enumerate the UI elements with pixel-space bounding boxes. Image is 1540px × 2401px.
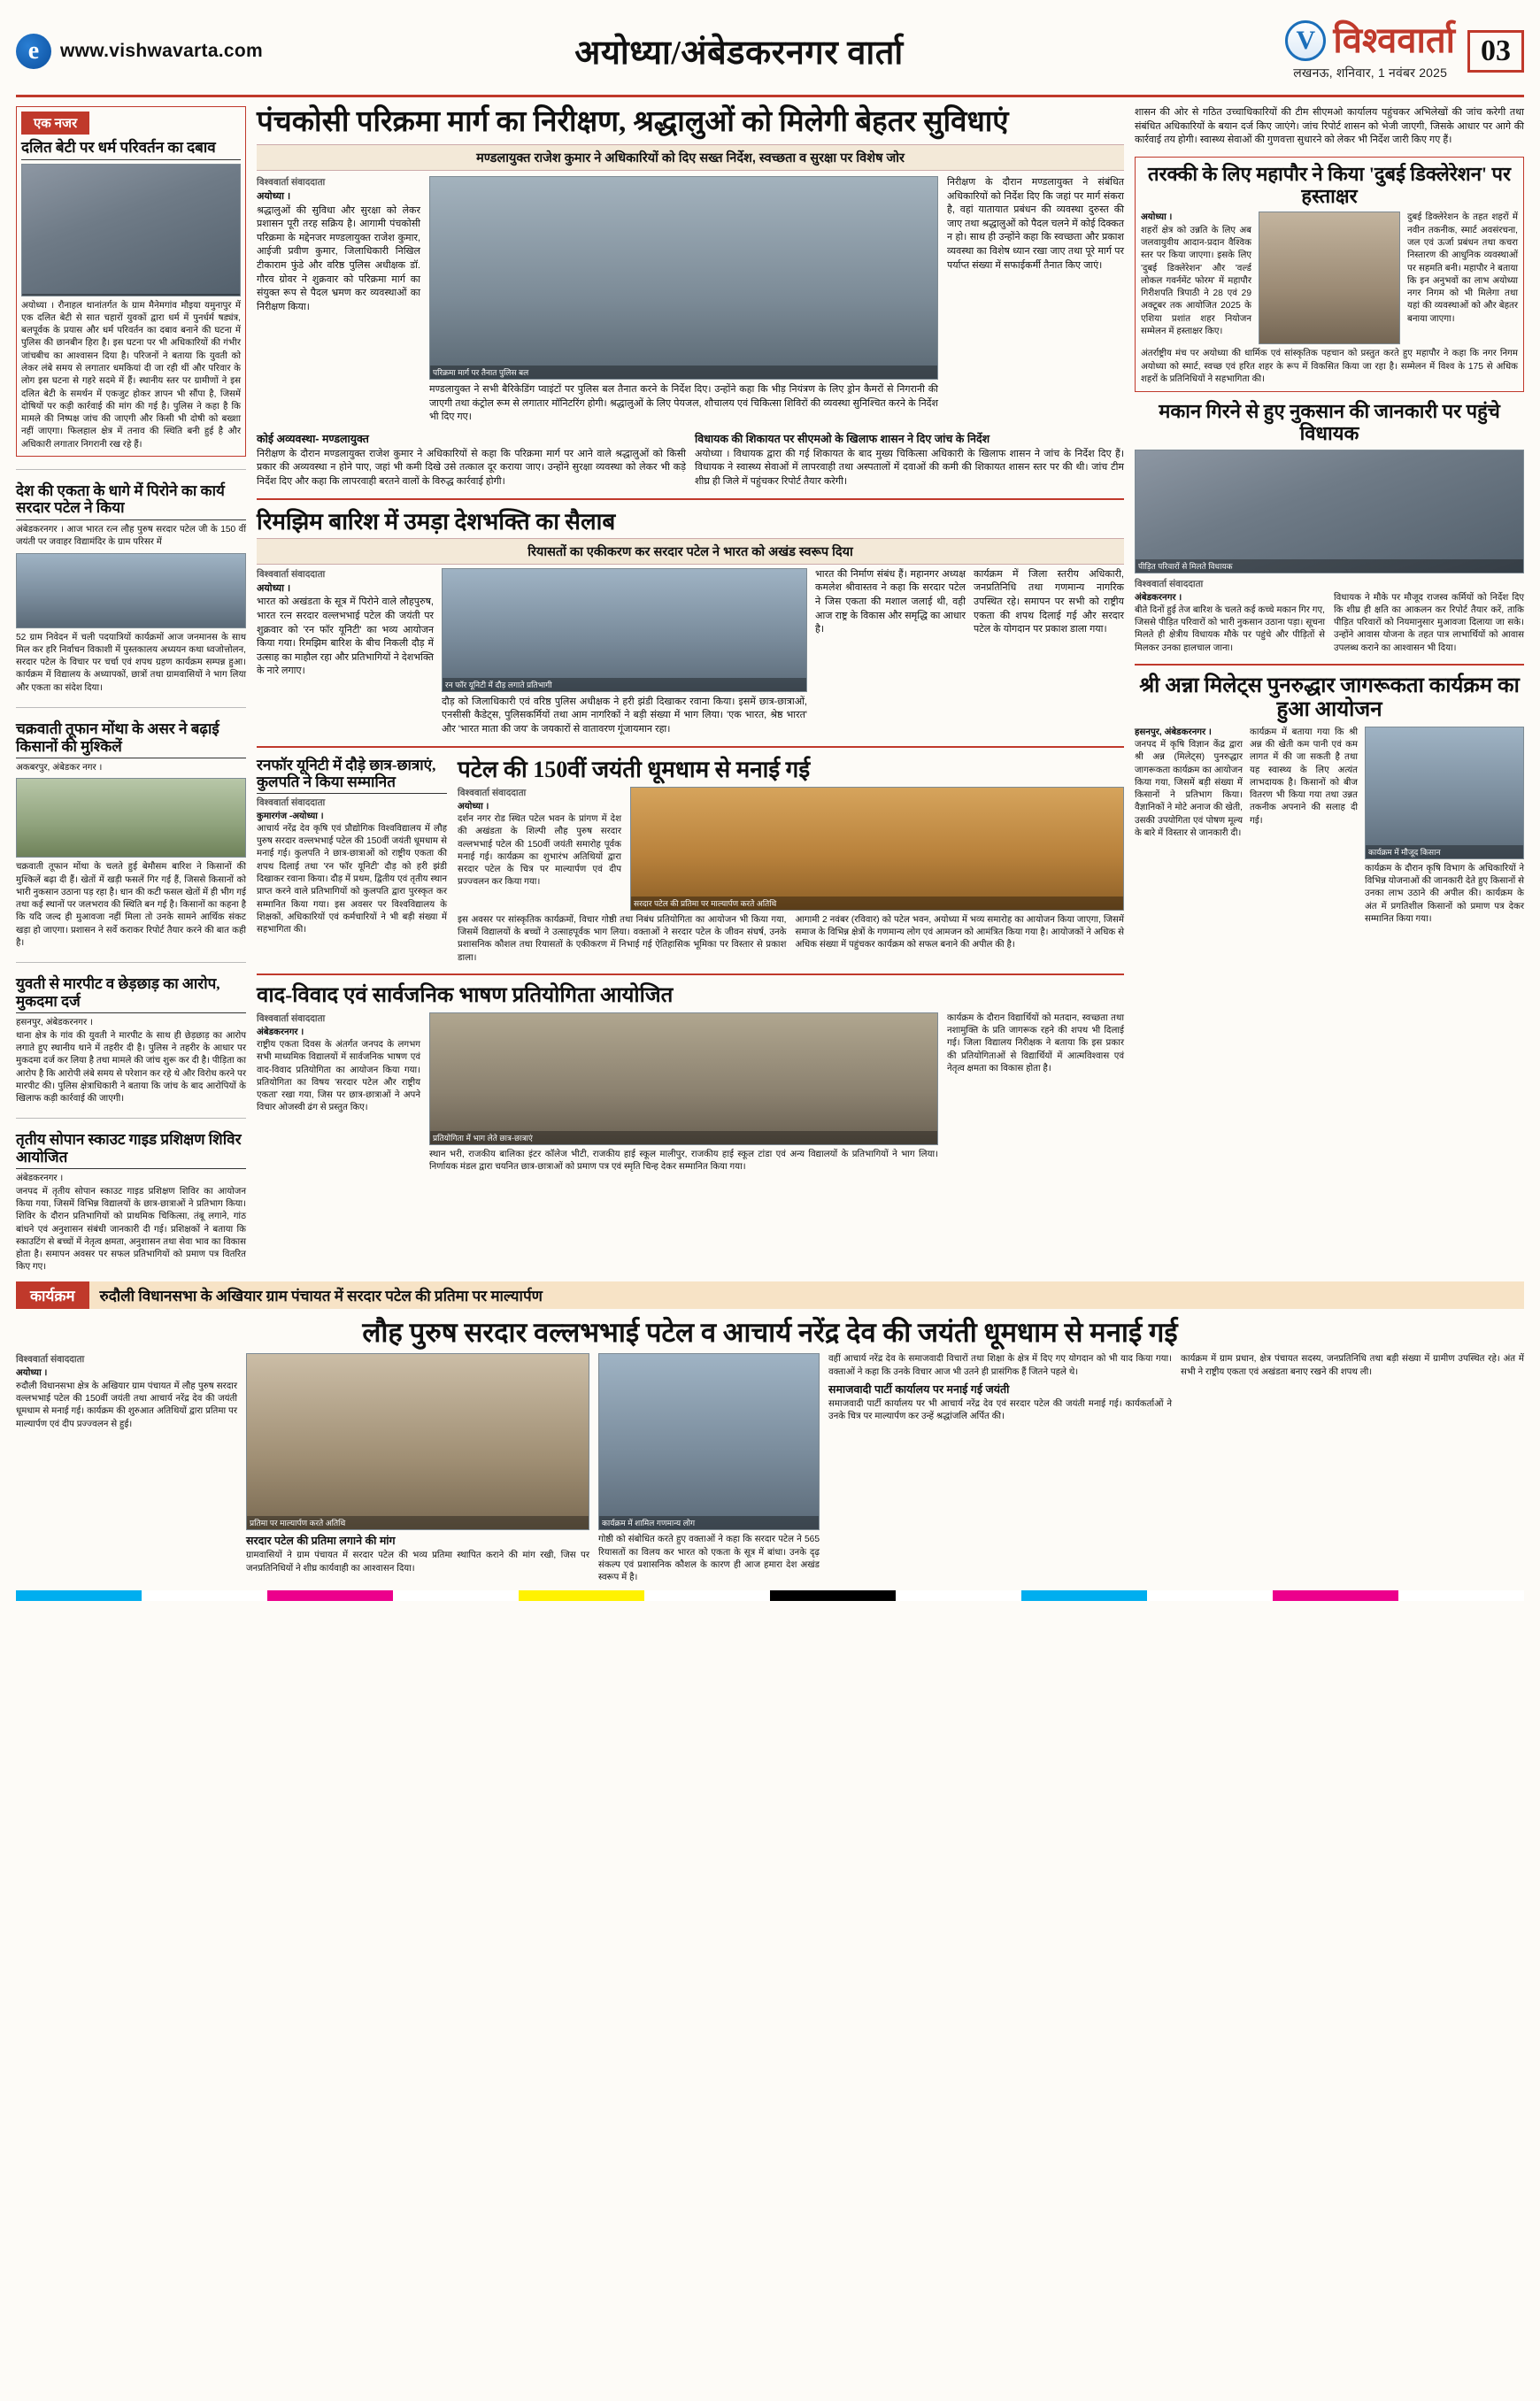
footer-headline: लौह पुरुष सरदार वल्लभभाई पटेल व आचार्य नरेंद्र देव की जयंती धूमधाम से मनाई गई <box>362 1316 1178 1348</box>
footer-photo2-caption: कार्यक्रम में शामिल गणमान्य लोग <box>599 1516 819 1529</box>
right-column <box>1135 106 1524 1274</box>
brand-logo-icon: V <box>1285 20 1326 61</box>
debate-col3-body: कार्यक्रम के दौरान विद्यार्थियों को मतदान, स्वच्छता तथा नशामुक्ति के प्रति जागरूक रहने की शपथ भी दिलाई गई। जिला विद्यालय निरीक्षक ने बताया कि इस प्रकार की प्रतियोगिताओं से विद्यार्थियों में आत्मविश्वास एवं नेतृत्व क्षमता का विकास होता है। <box>947 1012 1124 1074</box>
unity-dateline: कुमारगंज -अयोध्या । <box>257 811 324 821</box>
section-title: अयोध्या/अंबेडकरनगर वार्ता <box>574 34 904 72</box>
unity-headline: रनफॉर यूनिटी में दौड़े छात्र-छात्राएं, कुलपति ने किया सम्मानित <box>257 757 447 794</box>
house-col1-body: बीते दिनों हुई तेज बारिश के चलते कई कच्चे मकान गिर गए, जिससे पीड़ित परिवारों को भारी नुकसान उठाना पड़ा। सूचना मिलते ही क्षेत्रीय विधायक मौके पर पहुंचे और पीड़ितों से मिलकर उनका हालचाल जाना। <box>1135 604 1325 653</box>
patel-headline: पटेल की 150वीं जयंती धूमधाम से मनाई गई <box>458 756 811 782</box>
footer-box1-title: सरदार पटेल की प्रतिमा लगाने की मांग <box>246 1535 396 1548</box>
center-column <box>257 106 1124 1274</box>
footer-col3 <box>828 1353 1172 1584</box>
footer-box1-body: ग्रामवासियों ने ग्राम पंचायत में सरदार पटेल की भव्य प्रतिमा स्थापित कराने की मांग रखी, जिस पर जनप्रतिनिधियों ने शीघ्र कार्यवाही का आश्वासन दिया। <box>246 1551 589 1574</box>
footer-photo1-caption: प्रतिमा पर माल्यार्पण करते अतिथि <box>247 1516 589 1529</box>
lead-photo <box>429 176 938 380</box>
dubai-col2-body: अंतर्राष्ट्रीय मंच पर अयोध्या की धार्मिक एवं सांस्कृतिक पहचान को प्रस्तुत करते हुए महापौर ने कहा कि नगर निगम अयोध्या को स्मार्ट, स्वच्छ एवं हरित शहर के रूप में विकसित किया जा रहा है। सम्मेलन में विश्व के 175 से अधिक शहरों के प्रतिनिधियों ने सहभागिता की। <box>1141 349 1518 384</box>
left-story4-dateline: हसनपुर, अंबेडकरनगर । <box>16 1018 93 1028</box>
dubai-headline: तरक्की के लिए महापौर ने किया 'दुबई डिक्लेरेशन' पर हस्ताक्षर <box>1147 162 1512 208</box>
footer-photo1-wrap <box>246 1353 589 1584</box>
left-story2-body: 52 ग्राम निवेदन में चली पदयात्रियों कार्यक्रमों आज जनमानस के साथ मिल कर हरि निर्वाचन विकाशी में पुस्तकालय अध्ययन कथा ध्वजोत्तोलन, सरदार पटेल के विचार पर चर्चा एवं शपथ ग्रहण कार्यक्रम सम्पन्न हुआ। कार्यक्रम में विद्यालय के अध्यापकों, छात्रों तथा ग्रामवासियों ने भाग लिया और एकता का संदेश दिया। <box>16 632 246 693</box>
rain-story <box>257 509 1124 737</box>
left-story2-photo <box>16 553 246 628</box>
debate-dateline: अंबेडकरनगर । <box>257 1027 304 1037</box>
left-story2 <box>16 482 246 695</box>
lead-box1 <box>257 428 686 489</box>
lead-box2-title: विधायक की शिकायत पर सीएमओ के खिलाफ शासन ने दिए जांच के निर्देश <box>695 432 990 445</box>
left-story4 <box>16 975 246 1105</box>
karyakram-bar <box>16 1281 1524 1309</box>
millets-col3-body: कार्यक्रम के दौरान कृषि विभाग के अधिकारियों ने विभिन्न योजनाओं की जानकारी देते हुए किसानों से उनका लाभ उठाने की अपील की। कार्यक्रम के अंत में प्रगतिशील किसानों को प्रमाण पत्र देकर सम्मानित किया गया। <box>1365 863 1524 924</box>
lead-photo-caption: परिक्रमा मार्ग पर तैनात पुलिस बल <box>430 366 937 379</box>
rain-col1-body: भारत को अखंडता के सूत्र में पिरोने वाले लौहपुरुष, भारत रत्न सरदार वल्लभभाई पटेल की जयंती पर शुक्रवार को 'रन फॉर यूनिटी' का भव्य आयोजन किया गया। रिमझिम बारिश के बीच निकली दौड़ में उत्साह का माहौल रहा और प्रतिभागियों ने देशभक्ति के नारे लगाए। <box>257 596 434 677</box>
left-story5-dateline: अंबेडकरनगर । <box>16 1174 64 1184</box>
brand-top <box>1285 20 1455 61</box>
left-story4-headline: युवती से मारपीट व छेड़छाड़ का आरोप, मुकदमा दर्ज <box>16 975 246 1013</box>
brand-name: विश्ववार्ता <box>1333 20 1455 60</box>
lead-headline: पंचकोसी परिक्रमा मार्ग का निरीक्षण, श्रद्धालुओं को मिलेगी बेहतर सुविधाएं <box>257 106 1009 138</box>
debate-headline: वाद-विवाद एवं सार्वजनिक भाषण प्रतियोगिता आयोजित <box>257 983 674 1007</box>
footer-col2-body: गोष्ठी को संबोधित करते हुए वक्ताओं ने कहा कि सरदार पटेल ने 565 रियासतों का विलय कर भारत को एकता के सूत्र में बांधा। उनके दृढ़ संकल्प एवं प्रशासनिक कौशल के कारण ही आज हमारा देश अखंड स्वरूप में है। <box>598 1535 820 1583</box>
millets-col1 <box>1135 727 1243 926</box>
footer-photo2 <box>598 1353 820 1530</box>
lead-story <box>257 106 1124 489</box>
masthead <box>16 12 1524 97</box>
rain-byline: विश्ववार्ता संवाददाता <box>257 568 326 580</box>
lead-box1-title: कोई अव्यवस्था- मण्डलायुक्त <box>257 432 369 445</box>
footer-photo2-wrap <box>598 1353 820 1584</box>
patel-col1 <box>458 787 621 911</box>
cmyk-registration-bar <box>16 1590 1524 1601</box>
photo-caption <box>22 294 240 296</box>
unity-byline: विश्ववार्ता संवाददाता <box>257 796 326 808</box>
lead-col3-body: मण्डलायुक्त ने सभी बैरिकेडिंग प्वाइंटों पर पुलिस बल तैनात करने के निर्देश दिए। उन्होंने कहा कि भीड़ नियंत्रण के लिए ड्रोन कैमरों से निगरानी की जाएगी तथा कंट्रोल रूम से लगातार मॉनिटरिंग होगी। श्रद्धालुओं के लिए पेयजल, शौचालय एवं चिकित्सा शिविरों की व्यवस्था सुनिश्चित करने के निर्देश भी दिए गए। <box>429 383 938 423</box>
patel-col1-body: दर्शन नगर रोड स्थित पटेल भवन के प्रांगण में देश की अखंडता के शिल्पी लौह पुरुष सरदार वल्लभभाई पटेल की 150वीं जयंती समारोह पूर्वक मनाई गई। कार्यक्रम का शुभारंभ अतिथियों द्वारा सरदार पटेल के चित्र पर माल्यार्पण एवं दीप प्रज्ज्वलन कर किया गया। <box>458 813 621 888</box>
left-story3-dateline: अकबरपुर, अंबेडकर नगर । <box>16 763 103 773</box>
eknazar-block <box>16 106 246 457</box>
house-story <box>1135 401 1524 655</box>
lead-photo-wrap <box>429 176 938 425</box>
debate-story <box>257 984 1124 1174</box>
rain-headline: रिमझिम बारिश में उमड़ा देशभक्ति का सैलाब <box>257 508 616 535</box>
lead-box2 <box>695 428 1124 489</box>
rain-photo-caption: रन फॉर यूनिटी में दौड़ लगाते प्रतिभागी <box>443 678 806 691</box>
house-photo <box>1135 450 1524 573</box>
footer-photo1 <box>246 1353 589 1530</box>
lead-col2-body: निरीक्षण के दौरान मण्डलायुक्त ने संबंधित अधिकारियों को निर्देश दिए कि जहां पर मार्ग संकरा है, वहां यातायात प्रबंधन की व्यवस्था दुरुस्त की जाए तथा श्रद्धालुओं को पैदल चलने में कोई दिक्कत न हो। साथ ही उन्होंने कहा कि स्वच्छता और प्रकाश व्यवस्था का विशेष ध्यान रखा जाए तथा पूरे मार्ग पर पर्याप्त संख्या में सफाईकर्मी तैनात किए जाएं। <box>947 176 1124 271</box>
millets-story <box>1135 674 1524 926</box>
footer-col1-body: रुदौली विधानसभा क्षेत्र के अखियार ग्राम पंचायत में लौह पुरुष सरदार वल्लभभाई पटेल की 150वीं जयंती तथा आचार्य नरेंद्र देव की जयंती धूमधाम से मनाई गई। कार्यक्रम की शुरुआत अतिथियों द्वारा प्रतिमा पर माल्यार्पण एवं दीप प्रज्ज्वलन से हुई। <box>16 1381 237 1429</box>
rain-col3-body: भारत की निर्माण संबंध हैं। महानगर अध्यक्ष कमलेश श्रीवास्तव ने कहा कि सरदार पटेल ने जिस एकता की मशाल जलाई थी, वही आज राष्ट्र के विकास और समृद्धि का आधार है। <box>815 568 966 635</box>
footer-col1 <box>16 1353 237 1584</box>
lead-col1-body: श्रद्धालुओं की सुविधा और सुरक्षा को लेकर प्रशासन पूरी तरह सक्रिय है। आगामी पंचकोसी परिक्रमा के मद्देनजर मण्डलायुक्त राजेश कुमार, आईजी प्रवीण कुमार, जिलाधिकारी निखिल टीकाराम फुंडे और वरिष्ठ पुलिस अधीक्षक डॉ. गौरव ग्रोवर ने शुक्रवार को परिक्रमा मार्ग का संयुक्त रूप से पैदल भ्रमण कर व्यवस्थाओं का निरीक्षण किया। <box>257 204 420 312</box>
millets-photo-wrap <box>1365 727 1524 926</box>
lead-box1-body: निरीक्षण के दौरान मण्डलायुक्त राजेश कुमार ने अधिकारियों से कहा कि परिक्रमा मार्ग पर आने वाले श्रद्धालुओं को किसी प्रकार की अव्यवस्था न होने पाए, जहां भी कमी दिखे उसे तत्काल दूर कराया जाए। उन्होंने सुरक्षा व्यवस्था को लेकर भी कड़े निर्देश दिए और कहा कि लापरवाही बरतने वालों के विरुद्ध कार्रवाई होगी। <box>257 448 686 487</box>
lead-dateline: अयोध्या । <box>257 190 291 202</box>
left-story4-body: थाना क्षेत्र के गांव की युवती ने मारपीट के साथ ही छेड़छाड़ का आरोप लगाते हुए स्थानीय थाने में तहरीर दी है। पुलिस ने तहरीर के आधार पर मुकदमा दर्ज कर लिया है तथा मामले की जांच शुरू कर दी है। पीड़िता का आरोप है कि आरोपी लंबे समय से परेशान कर रहे थे और विरोध करने पर मारपीट की। पुलिस क्षेत्राधिकारी ने बताया कि जांच के बाद आरोपियों के खिलाफ कड़ी कार्रवाई की जाएगी। <box>16 1030 246 1104</box>
patel-col3-body: आगामी 2 नवंबर (रविवार) को पटेल भवन, अयोध्या में भव्य समारोह का आयोजन किया जाएगा, जिसमें समाज के विभिन्न क्षेत्रों के गणमान्य लोग एवं आमजन को आमंत्रित किया गया है। आयोजकों ने अधिक से अधिक संख्या में पहुंचकर कार्यक्रम को सफल बनाने की अपील की है। <box>795 914 1124 950</box>
left-story2-headline: देश की एकता के धागे में पिरोने का कार्य सरदार पटेल ने किया <box>16 482 246 520</box>
patel-byline: विश्ववार्ता संवाददाता <box>458 787 527 798</box>
karyakram-label: कार्यक्रम <box>16 1281 89 1309</box>
rain-col4-body: कार्यक्रम में जिला स्तरीय अधिकारी, जनप्रतिनिधि तथा गणमान्य नागरिक उपस्थित रहे। समापन पर सभी को राष्ट्रीय एकता की शपथ दिलाई गई और सरदार पटेल के योगदान पर प्रकाश डाला गया। <box>974 568 1124 635</box>
debate-photo <box>429 1012 938 1145</box>
debate-photo-caption: प्रतियोगिता में भाग लेते छात्र-छात्राएं <box>430 1131 937 1144</box>
edition-line: लखनऊ, शनिवार, 1 नवंबर 2025 <box>1293 65 1448 80</box>
millets-photo-caption: कार्यक्रम में मौजूद किसान <box>1366 845 1523 858</box>
lead-col1 <box>257 176 420 425</box>
dubai-story <box>1135 157 1524 392</box>
rain-col1 <box>257 568 434 737</box>
patel-photo-wrap <box>630 787 1124 911</box>
rain-photo <box>442 568 807 692</box>
website-url[interactable]: www.vishwavarta.com <box>60 40 264 61</box>
left-story1-body: अयोध्या । रौनाहल थानांतर्गत के ग्राम मैनेमगांव मौइया यमुनापुर में एक दलित बेटी से सात चहारों युवकों द्वारा धर्म में पुनर्धर्म षड्यंत्र, बलपूर्वक के प्रयास और धर्म परिवर्तन का दबाव बनाने की घटना में पुलिस की छानबीन हिरा है। इस घटना पर भी अधिकारियों की गंभीर जांचबीच का आश्वासन दिया है। परिजनों ने बताया कि युवती को लेकर लंबे समय से लगातार धमकियां दी जा रही थीं और परिवार के लोग इस घटना से गहरे सदमे में हैं। स्थानीय स्तर पर ग्रामीणों ने इस दलित बेटी के समर्थन में एकजुट होकर ज्ञापन भी सौंपा है, जिसमें दोषियों पर कड़ी कार्रवाई की मांग की गई है। पुलिस ने कहा है कि मामले की निष्पक्ष जांच की जाएगी और किसी भी दोषी को बख्शा नहीं जाएगा। फिलहाल क्षेत्र में तनाव की स्थिति बनी हुई है और अधिकारी लगातार निगरानी रख रहे हैं। <box>21 300 241 450</box>
house-byline: विश्ववार्ता संवाददाता <box>1135 578 1204 589</box>
rain-dateline: अयोध्या । <box>257 582 291 594</box>
lead-box2-body: अयोध्या । विधायक द्वारा की गई शिकायत के बाद मुख्य चिकित्सा अधिकारी के खिलाफ शासन ने जांच के निर्देश दिए हैं। विधायक ने स्वास्थ्य सेवाओं में लापरवाही तथा अस्पतालों में दवाओं की कमी की शिकायत शासन स्तर पर की थी। जांच टीम शीघ्र ही जिले में पहुंचकर रिपोर्ट तैयार करेगी। <box>695 448 1124 487</box>
debate-col2-body: स्थान भरी, राजकीय बालिका इंटर कॉलेज भीटी, राजकीय हाई स्कूल मालीपुर, राजकीय हाई स्कूल टांडा एवं अन्य विद्यालयों के प्रतिभागियों ने भाग लिया। निर्णायक मंडल द्वारा चयनित छात्र-छात्राओं को प्रमाण पत्र एवं स्मृति चिन्ह देकर सम्मानित किया गया। <box>429 1149 938 1172</box>
footer-col4 <box>1181 1353 1524 1584</box>
left-story3 <box>16 720 246 950</box>
masthead-left <box>16 34 397 69</box>
millets-col2-body: कार्यक्रम में बताया गया कि श्री अन्न की खेती कम पानी एवं कम लागत में की जा सकती है तथा यह स्वास्थ्य के लिए अत्यंत लाभदायक है। किसानों को बीज वितरण भी किया गया तथा उन्नत तकनीक अपनाने की सलाह दी गई। <box>1250 727 1358 826</box>
right-top-text: शासन की ओर से गठित उच्चाधिकारियों की टीम सीएमओ कार्यालय पहुंचकर अभिलेखों की जांच करेगी तथा संबंधित अधिकारियों के बयान दर्ज किए जाएंगे। जांच रिपोर्ट शासन को भेजी जाएगी, जिसके आधार पर आगे की कार्रवाई तय होगी। स्वास्थ्य सेवाओं की गुणवत्ता सुधारने को लेकर भी निर्देश जारी किए गए हैं। <box>1135 107 1524 146</box>
footer-col3-body: वहीं आचार्य नरेंद्र देव के समाजवादी विचारों तथा शिक्षा के क्षेत्र में दिए गए योगदान को भी याद किया गया। वक्ताओं ने कहा कि उनके विचार आज भी उतने ही प्रासंगिक हैं जितने पहले थे। <box>828 1354 1172 1377</box>
house-dateline: अंबेडकरनगर । <box>1135 592 1182 603</box>
footer-col4-body: कार्यक्रम में ग्राम प्रधान, क्षेत्र पंचायत सदस्य, जनप्रतिनिधि तथा बड़ी संख्या में ग्रामीण उपस्थित रहे। अंत में सभी ने राष्ट्रीय एकता एवं अखंडता बनाए रखने की शपथ ली। <box>1181 1354 1524 1377</box>
millets-photo <box>1365 727 1524 859</box>
karyakram-text: रुदौली विधानसभा के अखियार ग्राम पंचायत में सरदार पटेल की प्रतिमा पर माल्यार्पण <box>89 1281 1524 1309</box>
masthead-right <box>1082 20 1524 81</box>
lead-byline: विश्ववार्ता संवाददाता <box>257 176 326 188</box>
house-photo-caption: पीड़ित परिवारों से मिलते विधायक <box>1136 559 1523 573</box>
rain-photo-wrap <box>442 568 807 737</box>
rain-subhead: रियासतों का एकीकरण कर सरदार पटेल ने भारत को अखंड स्वरूप दिया <box>257 538 1124 565</box>
debate-byline: विश्ववार्ता संवाददाता <box>257 1012 326 1024</box>
lead-subbar: मण्डलायुक्त राजेश कुमार ने अधिकारियों को दिए सख्त निर्देश, स्वच्छता व सुरक्षा पर विशेष जोर <box>257 144 1124 171</box>
patel-col2-body: इस अवसर पर सांस्कृतिक कार्यक्रमों, विचार गोष्ठी तथा निबंध प्रतियोगिता का आयोजन भी किया गया, जिसमें विद्यालयों के बच्चों ने उत्साहपूर्वक भाग लिया। वक्ताओं ने सरदार पटेल के जीवन संघर्ष, उनके प्रशासनिक कौशल तथा रियासतों के एकीकरण में निभाई गई ऐतिहासिक भूमिका पर विस्तार से प्रकाश डाला। <box>458 914 787 963</box>
left-story1-headline: दलित बेटी पर धर्म परिवर्तन का दबाव <box>21 139 241 160</box>
globe-icon: e <box>16 34 51 69</box>
eknazar-label: एक नजर <box>21 112 89 135</box>
left-story1-photo <box>21 164 241 296</box>
footer-byline: विश्ववार्ता संवाददाता <box>16 1354 85 1366</box>
house-col2-body: विधायक ने मौके पर मौजूद राजस्व कर्मियों को निर्देश दिए कि शीघ्र ही क्षति का आकलन कर रिपोर्ट तैयार करें, ताकि पीड़ित परिवारों को नियमानुसार मुआवजा दिलाया जा सके। उन्होंने आवास योजना के तहत पात्र लाभार्थियों को आवास उपलब्ध कराने का आश्वासन भी दिया। <box>1334 592 1524 653</box>
debate-col1 <box>257 1012 420 1174</box>
patel-photo-caption: सरदार पटेल की प्रतिमा पर माल्यार्पण करते अतिथि <box>631 897 1123 910</box>
footer-box2-title: समाजवादी पार्टी कार्यालय पर मनाई गई जयंती <box>828 1383 1010 1397</box>
lead-col2 <box>947 176 1124 425</box>
left-story3-photo <box>16 778 246 858</box>
left-story3-body: चक्रवाती तूफान मोंथा के चलते हुई बेमौसम बारिश ने किसानों की मुश्किलें बढ़ा दी हैं। खेतों में खड़ी फसलें गिर गई हैं, जिससे किसानों को भारी नुकसान उठाना पड़ रहा है। धान की कटी फसल खेतों में ही भीग गई तथा कई स्थानों पर जलभराव की स्थिति बन गई है। किसानों का कहना है कि यदि जल्द ही मुआवजा नहीं मिला तो उनके सामने आर्थिक संकट खड़ा हो जाएगा। प्रशासन ने सर्वे कराकर रिपोर्ट तैयार करने की बात कही है। <box>16 862 246 949</box>
millets-col1-body: जनपद में कृषि विज्ञान केंद्र द्वारा श्री अन्न (मिलेट्स) पुनरुद्धार जागरूकता कार्यक्रम का आयोजन किया गया, जिसमें बड़ी संख्या में किसानों ने प्रतिभाग किया। वैज्ञानिकों ने मोटे अनाज की खेती, उसकी उपयोगिता एवं पोषण मूल्य के बारे में विस्तार से जानकारी दी। <box>1135 739 1243 838</box>
unity-body: आचार्य नरेंद्र देव कृषि एवं प्रौद्योगिक विश्वविद्यालय में लौह पुरुष सरदार वल्लभभाई पटेल की 150वीं जयंती धूमधाम से मनाई गई। कुलपति ने छात्र-छात्राओं को राष्ट्रीय एकता की शपथ दिलाई तथा 'रन फॉर यूनिटी' दौड़ को हरी झंडी दिखाकर रवाना किया। दौड़ में प्रथम, द्वितीय एवं तृतीय स्थान प्राप्त करने वाले प्रतिभागियों को कुलपति द्वारा पुरस्कृत कर सम्मानित किया गया। इस अवसर पर विश्वविद्यालय के शिक्षकों, अधिकारियों एवं कर्मचारियों ने भी बड़ी संख्या में सहभागिता की। <box>257 823 447 935</box>
left-story3-headline: चक्रवाती तूफान मोंथा के असर ने बढ़ाई किसानों की मुश्किलें <box>16 720 246 758</box>
dubai-dateline: अयोध्या । <box>1141 212 1173 223</box>
patel-story <box>458 757 1124 965</box>
left-story2-dateline: अंबेडकरनगर । आज भारत रत्न लौह पुरुष सरदार पटेल जी के 150 वीं जयंती पर जवाहर विद्यामंदिर के ग्राम परिसर में <box>16 525 246 548</box>
dubai-col3-body: दुबई डिक्लेरेशन के तहत शहरों में नवीन तकनीक, स्मार्ट अवसंरचना, जल एवं ऊर्जा प्रबंधन तथा कचरा निस्तारण की आधुनिक व्यवस्थाओं पर सहमति बनी। महापौर ने बताया कि इन अनुभवों का लाभ अयोध्या नगर निगम को भी मिलेगा तथा यहां की व्यवस्थाओं को और बेहतर बनाया जाएगा। <box>1407 212 1518 324</box>
brand-block <box>1285 20 1455 81</box>
debate-photo-wrap <box>429 1012 938 1174</box>
left-column <box>16 106 246 1274</box>
left-story5-headline: तृतीय सोपान स्काउट गाइड प्रशिक्षण शिविर आयोजित <box>16 1131 246 1169</box>
debate-col1-body: राष्ट्रीय एकता दिवस के अंतर्गत जनपद के लगभग सभी माध्यमिक विद्यालयों में सार्वजनिक भाषण एवं वाद-विवाद प्रतियोगिता का आयोजन किया गया। प्रतियोगिता का विषय 'सरदार पटेल और राष्ट्रीय एकता' रखा गया, जिस पर छात्र-छात्राओं ने अपने विचार ओजस्वी ढंग से प्रस्तुत किए। <box>257 1039 420 1113</box>
dubai-col1-body: शहरों क्षेत्र को उन्नति के लिए अब जलवायुवीय आदान-प्रदान वैश्विक स्तर पर किया जाएगा। इसके लिए 'दुबई डिक्लेरेशन' और 'वर्ल्ड लोकल गवर्नमेंट फोरम' में महापौर गिरीशपति त्रिपाठी ने 28 एवं 29 अक्टूबर तक आयोजित 2025 के एशिया प्रशांत शहर नियोजन सम्मेलन में हस्ताक्षर किए। <box>1141 225 1251 336</box>
rain-col2-body: दौड़ को जिलाधिकारी एवं वरिष्ठ पुलिस अधीक्षक ने हरी झंडी दिखाकर रवाना किया। इसमें छात्र-छात्राओं, एनसीसी कैडेट्स, पुलिसकर्मियों तथा आम नागरिकों ने बड़ी संख्या में भाग लिया। 'एक भारत, श्रेष्ठ भारत' और 'भारत माता की जय' के जयकारों से वातावरण गूंजायमान रहा। <box>442 696 807 735</box>
patel-dateline: अयोध्या । <box>458 801 489 812</box>
unity-story <box>257 757 447 965</box>
millets-dateline: हसनपुर, अंबेडकरनगर । <box>1135 727 1212 737</box>
patel-photo <box>630 787 1124 911</box>
house-headline: मकान गिरने से हुए नुकसान की जानकारी पर पहुंचे विधायक <box>1159 400 1500 444</box>
left-story5 <box>16 1131 246 1274</box>
footer-package <box>16 1281 1524 1585</box>
millets-headline: श्री अन्ना मिलेट्स पुनरुद्धार जागरूकता कार्यक्रम का हुआ आयोजन <box>1139 673 1520 721</box>
footer-dateline: अयोध्या । <box>16 1368 48 1379</box>
left-story5-body: जनपद में तृतीय सोपान स्काउट गाइड प्रशिक्षण शिविर का आयोजन किया गया, जिसमें विभिन्न विद्यालयों के छात्र-छात्राओं ने प्रतिभाग किया। शिविर के दौरान प्रतिभागियों को प्राथमिक चिकित्सा, तंबू लगाने, गांठ बांधने एवं अनुशासन संबंधी जानकारी दी गई। प्रशिक्षकों ने बताया कि स्काउटिंग से बच्चों में नेतृत्व क्षमता, अनुशासन तथा सेवा भाव का विकास होता है। समापन अवसर पर सफल प्रतिभागियों को प्रमाण पत्र वितरित किए गए। <box>16 1186 246 1273</box>
dubai-col1 <box>1141 212 1251 344</box>
dubai-photo <box>1259 212 1400 344</box>
content-grid <box>16 106 1524 1274</box>
footer-box2-body: समाजवादी पार्टी कार्यालय पर भी आचार्य नरेंद्र देव एवं सरदार पटेल की जयंती मनाई गई। कार्यकर्ताओं ने उनके चित्र पर माल्यार्पण कर उन्हें श्रद्धांजलि अर्पित की। <box>828 1399 1172 1422</box>
page-number: 03 <box>1467 30 1524 73</box>
